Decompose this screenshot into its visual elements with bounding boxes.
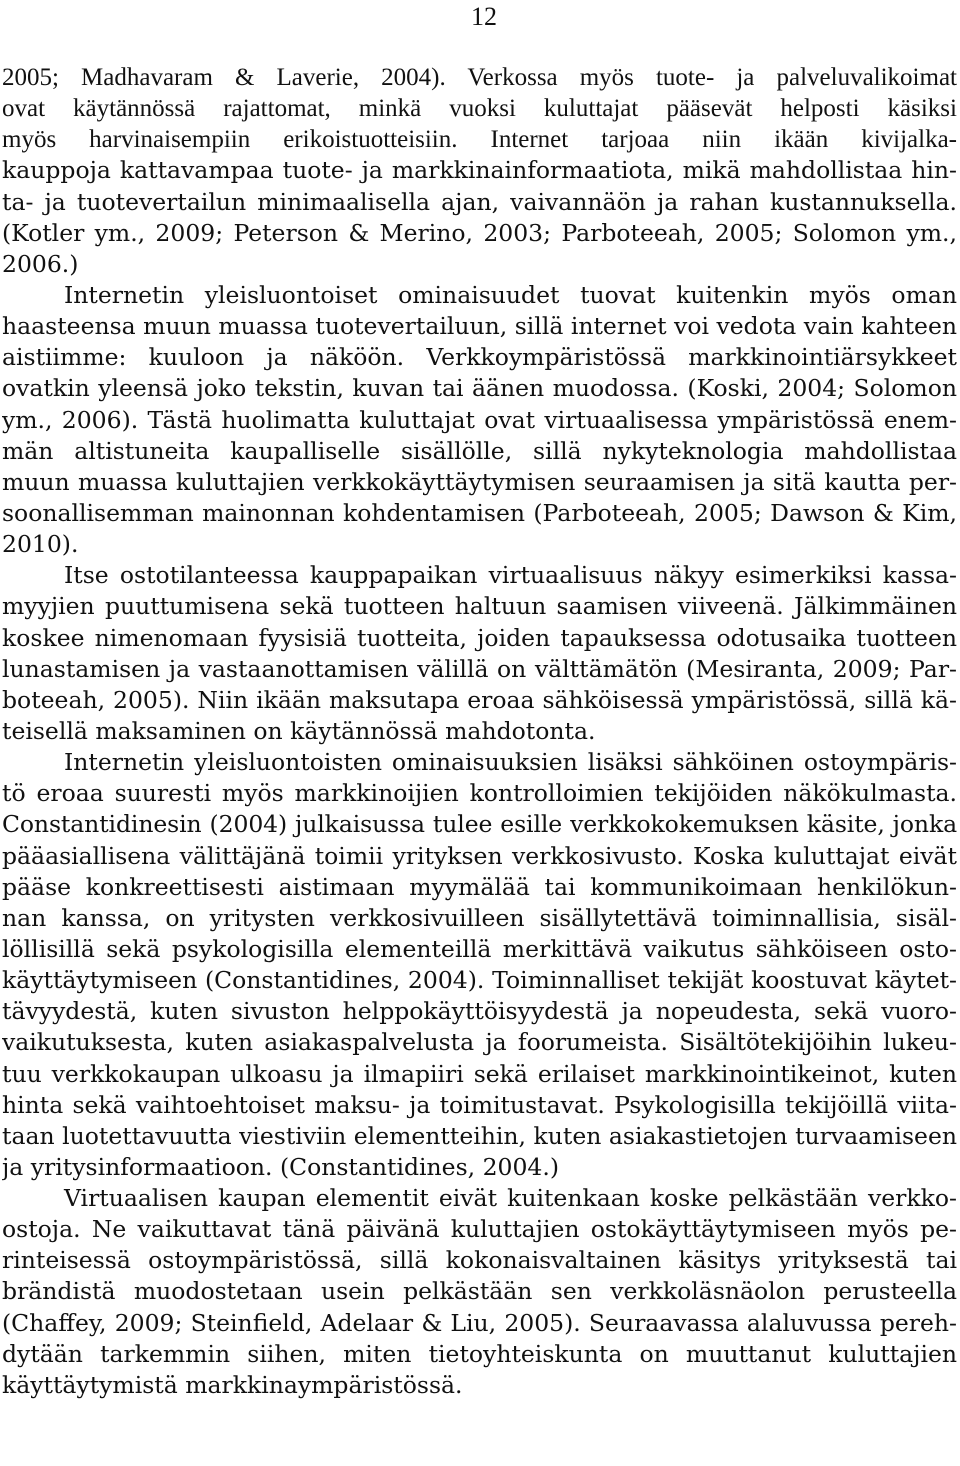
text-line: män altistuneita kaupalliselle sisällölle, sillä nykyteknologia mahdollistaa (2, 436, 957, 465)
text-line: ta- ja tuotevertailun minimaalisella ajan, vaivannäön ja rahan kustannuksella. (2, 187, 957, 216)
text-line: käyttäytymistä markkinaympäristössä. (2, 1370, 463, 1399)
text-line: käyttäytymiseen (Constantidines, 2004). Toiminnalliset tekijät koostuvat käytet- (2, 966, 957, 995)
text-line: haasteensa muun muassa tuotevertailuun, sillä internet voi vedota vain kahteen (2, 312, 957, 341)
text-line: kauppoja kattavampaa tuote- ja markkinainformaatiota, mikä mahdollistaa hin- (2, 156, 957, 185)
text-line: myyjien puuttumisena sekä tuotteen haltuun saamisen viiveenä. Jälkimmäinen (2, 592, 957, 621)
text-line: tuu verkkokaupan ulkoasu ja ilmapiiri sekä erilaiset markkinointikeinot, kuten (2, 1059, 957, 1088)
text-line: hinta sekä vaihtoehtoiset maksu- ja toimitustavat. Psykologisilla tekijöillä viita- (2, 1090, 957, 1119)
text-line: lunastamisen ja vastaanottamisen välillä on välttämätön (Mesiranta, 2009; Par- (2, 654, 957, 683)
text-line: dytään tarkemmin siihen, miten tietoyhteiskunta on muuttanut kuluttajien (2, 1339, 957, 1368)
text-line: brändistä muodostetaan usein pelkästään sen verkkoläsnäolon perusteella (2, 1277, 957, 1306)
text-line: Itse ostotilanteessa kauppapaikan virtuaalisuus näkyy esimerkiksi kassa- (64, 561, 957, 590)
text-line: aistiimme: kuuloon ja näköön. Verkkoympäristössä markkinointiärsykkeet (2, 343, 957, 372)
text-line: ja yritysinformaatioon. (Constantidines, 2004.) (2, 1152, 560, 1181)
text-line: Internetin yleisluontoisten ominaisuuksien lisäksi sähköinen ostoympäris- (64, 748, 957, 777)
text-line: taan luotettavuutta viestiviin elementteihin, kuten asiakastietojen turvaamiseen (2, 1121, 957, 1150)
text-line: 2005; Madhavaram & Laverie, 2004). Verkossa myös tuote- ja palveluvalikoimat (2, 64, 957, 91)
text-line: teisellä maksaminen on käytännössä mahdotonta. (2, 716, 596, 745)
text-line: ostoja. Ne vaikuttavat tänä päivänä kuluttajien ostokäyttäytymiseen myös pe- (2, 1215, 957, 1244)
text-line: ym., 2006). Tästä huolimatta kuluttajat ovat virtuaalisessa ympäristössä enem- (2, 405, 957, 434)
page-number: 12 (471, 2, 497, 31)
text-line: boteeah, 2005). Niin ikään maksutapa eroaa sähköisessä ympäristössä, sillä kä- (2, 685, 957, 714)
body-text (2, 62, 957, 1401)
text-line: ovat käytännössä rajattomat, minkä vuoksi kuluttajat pääsevät helposti käsiksi (2, 95, 957, 123)
text-line: myös harvinaisempiin erikoistuotteisiin. Internet tarjoaa niin ikään kivijalka- (2, 126, 957, 154)
text-line: muun muassa kuluttajien verkkokäyttäytymisen seuraamisen ja sitä kautta per- (2, 467, 957, 496)
text-line: tö eroaa suuresti myös markkinoijien kontrolloimien tekijöiden näkökulmasta. (2, 779, 957, 808)
text-line: tävyydestä, kuten sivuston helppokäyttöisyydestä ja nopeudesta, sekä vuoro- (2, 997, 957, 1026)
text-line: (Chaffey, 2009; Steinfield, Adelaar & Liu, 2005). Seuraavassa alaluvussa pereh- (2, 1308, 957, 1337)
text-line: löllisillä sekä psykologisilla elementeillä merkittävä vaikutus sähköiseen osto- (2, 934, 957, 963)
text-line: pääse konkreettisesti aistimaan myymälää tai kommunikoimaan henkilökun- (2, 872, 957, 901)
text-line: koskee nimenomaan fyysisiä tuotteita, joiden tapauksessa odotusaika tuotteen (2, 623, 957, 652)
text-line: 2010). (2, 530, 79, 559)
text-line: 2006.) (2, 249, 79, 278)
text-line: pääasiallisena välittäjänä toimii yrityksen verkkosivusto. Koska kuluttajat eivät (2, 841, 957, 870)
text-line: Virtuaalisen kaupan elementit eivät kuitenkaan koske pelkästään verkko- (64, 1184, 957, 1213)
text-line: (Kotler ym., 2009; Peterson & Merino, 2003; Parboteeah, 2005; Solomon ym., (2, 218, 957, 247)
text-line: soonallisemman mainonnan kohdentamisen (Parboteeah, 2005; Dawson & Kim, (2, 498, 957, 527)
text-line: nan kanssa, on yritysten verkkosivuilleen sisällytettävä toiminnallisia, sisäl- (2, 903, 957, 932)
text-line: Internetin yleisluontoiset ominaisuudet tuovat kuitenkin myös oman (64, 280, 957, 309)
text-line: rinteisessä ostoympäristössä, sillä kokonaisvaltainen käsitys yrityksestä tai (2, 1246, 957, 1275)
text-line: Constantidinesin (2004) julkaisussa tulee esille verkkokokemuksen käsite, jonka (2, 810, 957, 839)
text-line: vaikutuksesta, kuten asiakaspalvelusta ja foorumeista. Sisältötekijöihin lukeu- (2, 1028, 957, 1057)
text-line: ovatkin yleensä joko tekstin, kuvan tai äänen muodossa. (Koski, 2004; Solomon (2, 374, 957, 403)
